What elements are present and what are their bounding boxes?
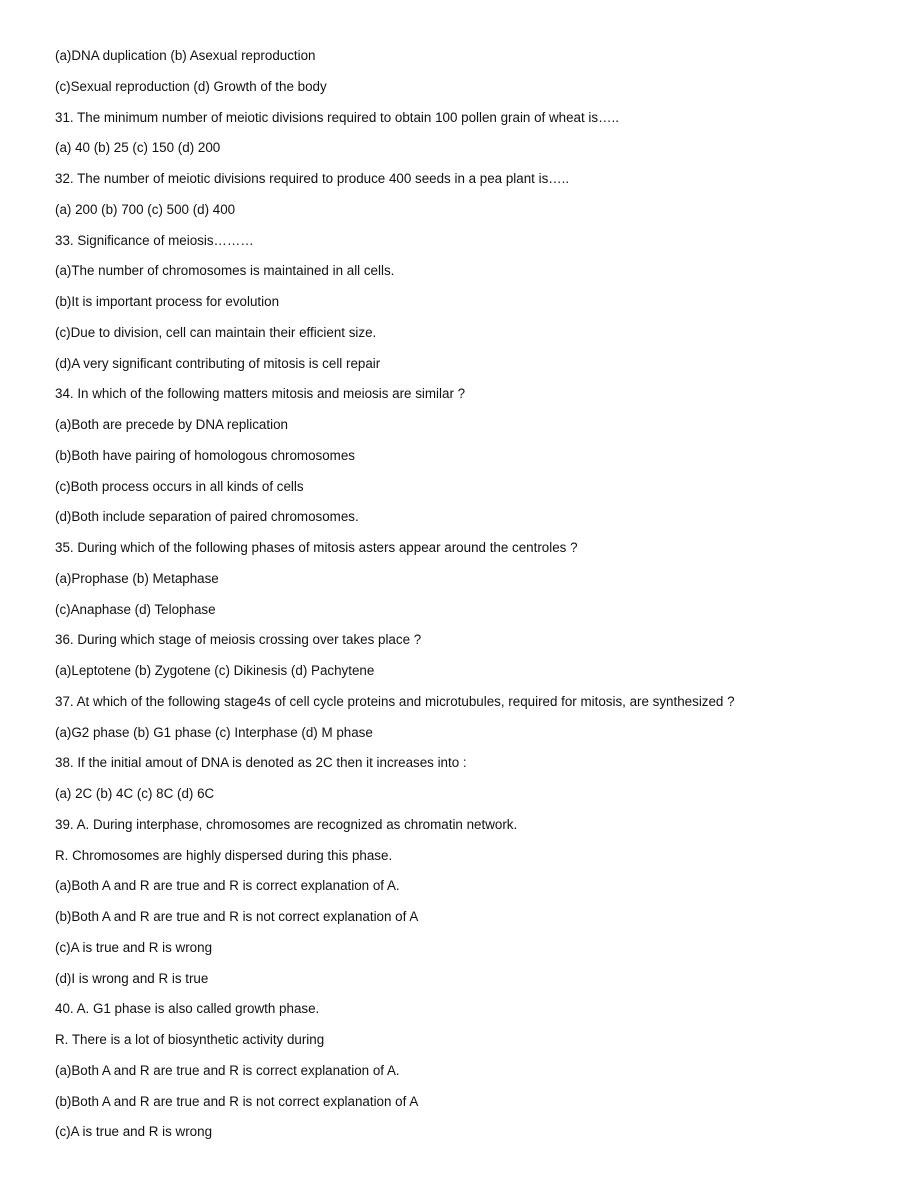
text-line: (c)Both process occurs in all kinds of cells (55, 478, 304, 494)
text-line: (a)Both are precede by DNA replication (55, 417, 288, 432)
text-line: (a)Leptotene (b) Zygotene (c) Dikinesis (d) Pachytene (55, 663, 375, 678)
text-line: (d)A very significant contributing of mitosis is cell repair (55, 355, 381, 371)
text-line: (a)Both A and R are true and R is correct explanation of A. (55, 1062, 400, 1078)
text-line: (a)Both A and R are true and R is correct explanation of A. (55, 878, 400, 894)
text-line: 37. At which of the following stage4s of cell cycle proteins and microtubules, required for mitosis, are synthesized ? (55, 693, 735, 709)
text-line: (a)G2 phase (b) G1 phase (c) Interphase (d) M phase (55, 724, 373, 740)
text-line: (a)Prophase (b) Metaphase (55, 570, 219, 586)
text-line: 32. The number of meiotic divisions required to produce 400 seeds in a pea plant is….. (55, 171, 570, 186)
text-line: (a) 2C (b) 4C (c) 8C (d) 6C (55, 786, 215, 801)
text-line: (a)The number of chromosomes is maintained in all cells. (55, 263, 395, 279)
text-line: 36. During which stage of meiosis crossing over takes place ? (55, 632, 422, 648)
question-text-block (55, 47, 875, 1154)
text-line: (c)Sexual reproduction (d) Growth of the body (55, 78, 327, 94)
text-line: 38. If the initial amout of DNA is denoted as 2C then it increases into : (55, 755, 467, 771)
text-line: (c)A is true and R is wrong (55, 1124, 213, 1140)
text-line: 31. The minimum number of meiotic divisions required to obtain 100 pollen grain of wheat is….. (55, 109, 619, 125)
text-line: (a) 40 (b) 25 (c) 150 (d) 200 (55, 140, 221, 156)
text-line: 39. A. During interphase, chromosomes are recognized as chromatin network. (55, 816, 518, 832)
text-line: (b)Both A and R are true and R is not correct explanation of A (55, 1093, 419, 1109)
text-line: (c)Due to division, cell can maintain their efficient size. (55, 324, 377, 340)
text-line: (c)A is true and R is wrong (55, 939, 213, 955)
text-line: 34. In which of the following matters mitosis and meiosis are similar ? (55, 386, 466, 402)
text-line: 40. A. G1 phase is also called growth phase. (55, 1001, 320, 1017)
text-line: (d)I is wrong and R is true (55, 970, 209, 986)
text-line: (b)It is important process for evolution (55, 294, 280, 309)
text-line: 33. Significance of meiosis……… (55, 232, 254, 248)
text-line: 35. During which of the following phases of mitosis asters appear around the centroles ? (55, 540, 578, 555)
text-line: R. There is a lot of biosynthetic activity during (55, 1032, 325, 1047)
text-line: (a) 200 (b) 700 (c) 500 (d) 400 (55, 201, 236, 217)
text-line: (a)DNA duplication (b) Asexual reproduction (55, 48, 316, 63)
text-line: (c)Anaphase (d) Telophase (55, 601, 216, 617)
text-line: R. Chromosomes are highly dispersed during this phase. (55, 847, 393, 863)
text-line: (b)Both have pairing of homologous chromosomes (55, 447, 355, 463)
text-line: (b)Both A and R are true and R is not correct explanation of A (55, 909, 419, 924)
text-line: (d)Both include separation of paired chromosomes. (55, 509, 359, 525)
